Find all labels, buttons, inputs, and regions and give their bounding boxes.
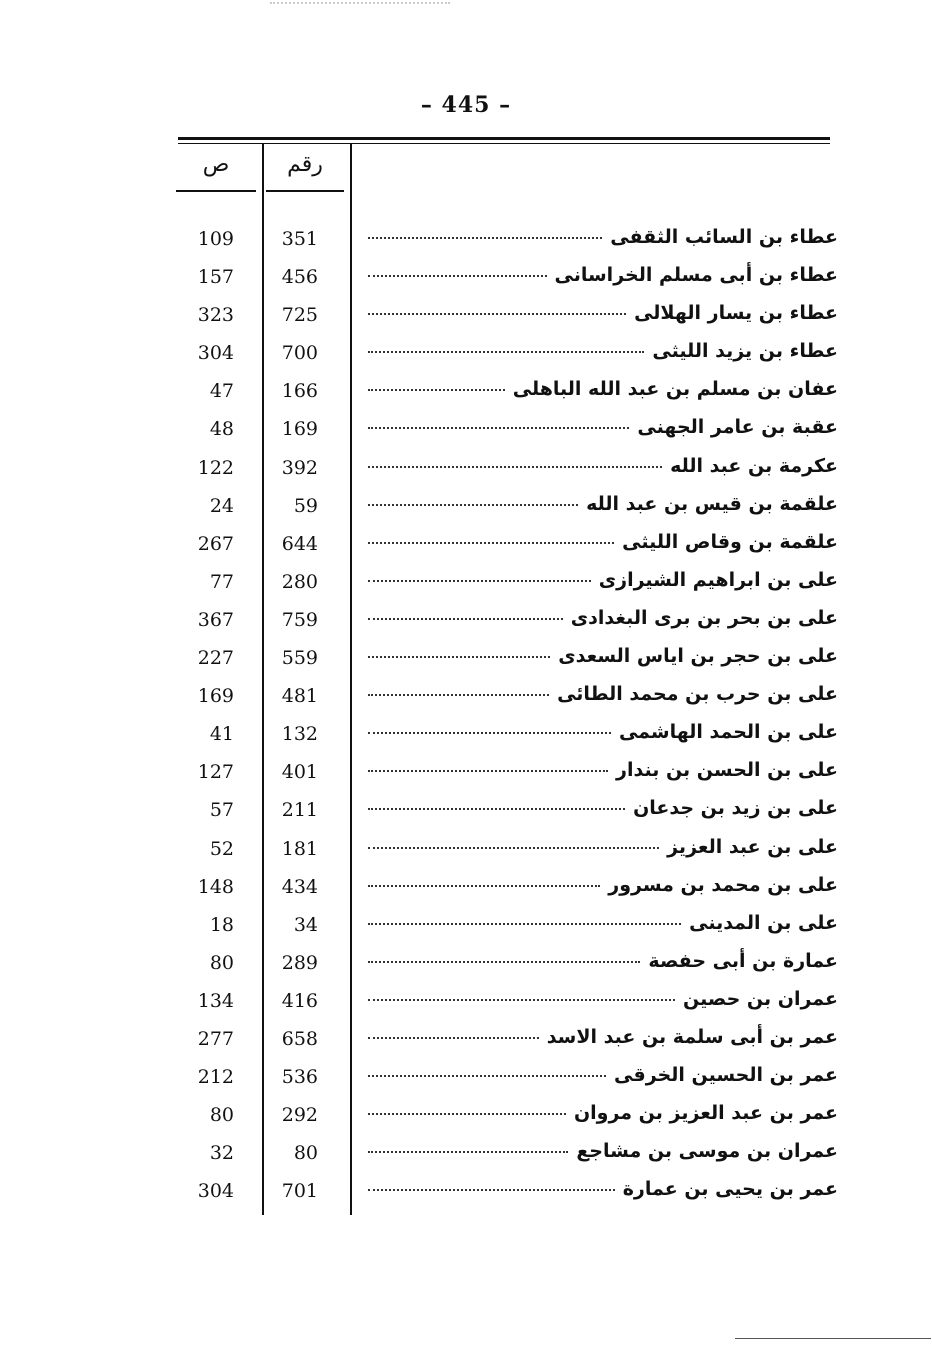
entry-name-cell xyxy=(368,1178,838,1200)
entry-name: عقبة بن عامر الجهنى xyxy=(637,416,838,439)
dot-leader xyxy=(368,692,549,696)
table-row xyxy=(0,336,932,374)
entry-name-cell xyxy=(368,531,838,553)
dot-leader xyxy=(368,921,681,925)
entry-name: عمر بن أبى سلمة بن عبد الاسد xyxy=(546,1025,838,1048)
header-number: رقم xyxy=(287,152,323,177)
entry-page: 227 xyxy=(197,647,234,670)
table-row xyxy=(0,641,932,679)
table-row xyxy=(0,1174,932,1212)
entry-name-cell xyxy=(368,645,838,667)
entry-page: 41 xyxy=(209,723,234,746)
dot-leader xyxy=(368,806,625,810)
entry-name: عطاء بن السائب الثقفى xyxy=(610,226,838,248)
table-row xyxy=(0,451,932,489)
table-row xyxy=(0,679,932,717)
dot-leader xyxy=(368,883,600,887)
entry-page: 47 xyxy=(209,380,234,403)
entry-name: عمر بن يحيى بن عمارة xyxy=(622,1178,838,1201)
entry-name: على بن حجر بن اياس السعدى xyxy=(558,645,838,668)
entry-page: 80 xyxy=(209,1104,234,1127)
entry-page: 32 xyxy=(209,1142,234,1165)
entry-page: 77 xyxy=(209,570,234,593)
entry-name: علقمة بن وقاص الليثى xyxy=(622,530,838,553)
entry-number: 289 xyxy=(281,951,318,974)
entry-name-cell xyxy=(368,340,838,362)
entry-name: على بن الحمد الهاشمى xyxy=(618,721,838,744)
entry-number: 481 xyxy=(281,685,318,708)
entry-name: عمران بن موسى بن مشاجع xyxy=(576,1140,838,1163)
entry-number: 34 xyxy=(293,913,318,936)
entry-name: عفان بن مسلم بن عبد الله الباهلى xyxy=(512,378,838,401)
dot-leader xyxy=(368,235,602,239)
dot-leader xyxy=(368,845,659,849)
table-row xyxy=(0,260,932,298)
entry-name-cell xyxy=(368,226,838,248)
dot-leader xyxy=(368,273,547,277)
table-row xyxy=(0,527,932,565)
entry-number: 658 xyxy=(281,1027,318,1050)
entry-name: عمر بن عبد العزيز بن مروان xyxy=(573,1102,838,1125)
entry-number: 169 xyxy=(281,418,318,441)
entry-number: 351 xyxy=(281,228,318,250)
entry-number: 416 xyxy=(281,989,318,1012)
entry-page: 48 xyxy=(209,418,234,441)
dot-leader xyxy=(368,464,662,468)
entry-number: 132 xyxy=(281,723,318,746)
entry-page: 57 xyxy=(209,799,234,822)
bottom-rule xyxy=(735,1338,931,1339)
entry-name: عمارة بن أبى حفصة xyxy=(648,949,838,972)
entry-name: عمران بن حصين xyxy=(683,987,838,1010)
table-row xyxy=(0,793,932,831)
table-row xyxy=(0,222,932,260)
entry-page: 148 xyxy=(197,875,234,898)
entry-name-cell xyxy=(368,416,838,438)
entry-number: 59 xyxy=(293,494,318,517)
table-row xyxy=(0,489,932,527)
entry-name-cell xyxy=(368,912,838,934)
entry-page: 134 xyxy=(197,989,234,1012)
dot-leader xyxy=(368,540,614,544)
table-row xyxy=(0,755,932,793)
dot-leader xyxy=(368,387,505,391)
entry-number: 701 xyxy=(281,1180,318,1203)
entry-page: 304 xyxy=(197,1180,234,1203)
dot-leader xyxy=(368,959,640,963)
table-row xyxy=(0,832,932,870)
entry-name-cell xyxy=(368,721,838,743)
entry-page: 267 xyxy=(197,532,234,555)
entry-number: 80 xyxy=(293,1142,318,1165)
entry-number: 280 xyxy=(281,570,318,593)
entry-page: 24 xyxy=(209,494,234,517)
table-row xyxy=(0,1060,932,1098)
entry-name: عطاء بن يسار الهلالى xyxy=(634,302,838,325)
table-row xyxy=(0,984,932,1022)
header-page: ص xyxy=(202,152,230,177)
entry-page: 367 xyxy=(197,608,234,631)
table-row xyxy=(0,565,932,603)
entry-name-cell xyxy=(368,455,838,477)
entry-name-cell xyxy=(368,378,838,400)
top-edge-artifact xyxy=(270,0,450,4)
entry-page: 169 xyxy=(197,685,234,708)
dot-leader xyxy=(368,311,626,315)
entry-page: 212 xyxy=(197,1066,234,1089)
dot-leader xyxy=(368,1035,539,1039)
entry-name: على بن بحر بن برى البغدادى xyxy=(570,606,838,629)
entry-name: على بن زيد بن جدعان xyxy=(633,797,838,820)
table-row xyxy=(0,298,932,336)
dot-leader xyxy=(368,616,563,620)
entry-name: عمر بن الحسين الخرقى xyxy=(614,1064,838,1087)
entry-name-cell xyxy=(368,950,838,972)
entry-page: 304 xyxy=(197,342,234,365)
dot-leader xyxy=(368,1073,606,1077)
entry-number: 456 xyxy=(281,266,318,289)
dot-leader xyxy=(368,425,629,429)
entry-number: 166 xyxy=(281,380,318,403)
entry-name-cell xyxy=(368,493,838,515)
entry-name-cell xyxy=(368,1140,838,1162)
entry-page: 127 xyxy=(197,761,234,784)
table-row xyxy=(0,946,932,984)
entry-page: 18 xyxy=(209,913,234,936)
entry-number: 181 xyxy=(281,837,318,860)
header-underline-page xyxy=(176,190,256,192)
entry-name: على بن محمد بن مسرور xyxy=(608,873,838,896)
entry-name-cell xyxy=(368,302,838,324)
entry-number: 644 xyxy=(281,532,318,555)
entry-number: 401 xyxy=(281,761,318,784)
entry-name: على بن حرب بن محمد الطائى xyxy=(557,683,838,706)
dot-leader xyxy=(368,349,644,353)
header-underline-number xyxy=(266,190,344,192)
entry-name-cell xyxy=(368,1026,838,1048)
entry-name-cell xyxy=(368,683,838,705)
table-row xyxy=(0,412,932,450)
table-row xyxy=(0,374,932,412)
entry-name-cell xyxy=(368,797,838,819)
entry-name: علقمة بن قيس بن عبد الله xyxy=(586,492,838,515)
table-row xyxy=(0,908,932,946)
entry-page: 122 xyxy=(197,456,234,479)
entry-number: 536 xyxy=(281,1066,318,1089)
entry-number: 559 xyxy=(281,647,318,670)
entry-name-cell xyxy=(368,874,838,896)
entry-number: 211 xyxy=(281,799,318,822)
entry-name-cell xyxy=(368,264,838,286)
entry-name-cell xyxy=(368,607,838,629)
entry-number: 434 xyxy=(281,875,318,898)
table-row xyxy=(0,603,932,641)
entry-page: 277 xyxy=(197,1027,234,1050)
entry-name-cell xyxy=(368,759,838,781)
dot-leader xyxy=(368,654,550,658)
table-row xyxy=(0,870,932,908)
dot-leader xyxy=(368,730,611,734)
table-row xyxy=(0,1098,932,1136)
dot-leader xyxy=(368,1187,615,1191)
entry-name: عطاء بن أبى مسلم الخراسانى xyxy=(554,264,838,287)
entry-page: 52 xyxy=(209,837,234,860)
dot-leader xyxy=(368,1149,568,1153)
page-number: – 445 – xyxy=(420,92,512,118)
index-table xyxy=(0,222,932,1212)
entry-number: 392 xyxy=(281,456,318,479)
table-row xyxy=(0,717,932,755)
table-top-rule-thin xyxy=(178,143,830,144)
table-top-rule xyxy=(178,137,830,140)
dot-leader xyxy=(368,502,578,506)
dot-leader xyxy=(368,768,608,772)
entry-name: عطاء بن يزيد الليثى xyxy=(652,340,838,363)
entry-name-cell xyxy=(368,1064,838,1086)
table-row xyxy=(0,1136,932,1174)
entry-page: 157 xyxy=(197,266,234,289)
dot-leader xyxy=(368,578,591,582)
entry-number: 292 xyxy=(281,1104,318,1127)
entry-number: 759 xyxy=(281,608,318,631)
entry-name: على بن ابراهيم الشيرازى xyxy=(598,568,838,591)
entry-name-cell xyxy=(368,1102,838,1124)
entry-name-cell xyxy=(368,569,838,591)
entry-number: 700 xyxy=(281,342,318,365)
entry-name-cell xyxy=(368,836,838,858)
dot-leader xyxy=(368,1111,566,1115)
entry-name: على بن الحسن بن بندار xyxy=(616,759,838,782)
entry-name-cell xyxy=(368,988,838,1010)
entry-name: عكرمة بن عبد الله xyxy=(670,454,838,477)
entry-page: 109 xyxy=(197,228,234,250)
entry-page: 80 xyxy=(209,951,234,974)
table-row xyxy=(0,1022,932,1060)
dot-leader xyxy=(368,997,675,1001)
entry-page: 323 xyxy=(197,304,234,327)
entry-number: 725 xyxy=(281,304,318,327)
entry-name: على بن المدينى xyxy=(689,911,838,934)
entry-name: على بن عبد العزيز xyxy=(667,835,838,858)
